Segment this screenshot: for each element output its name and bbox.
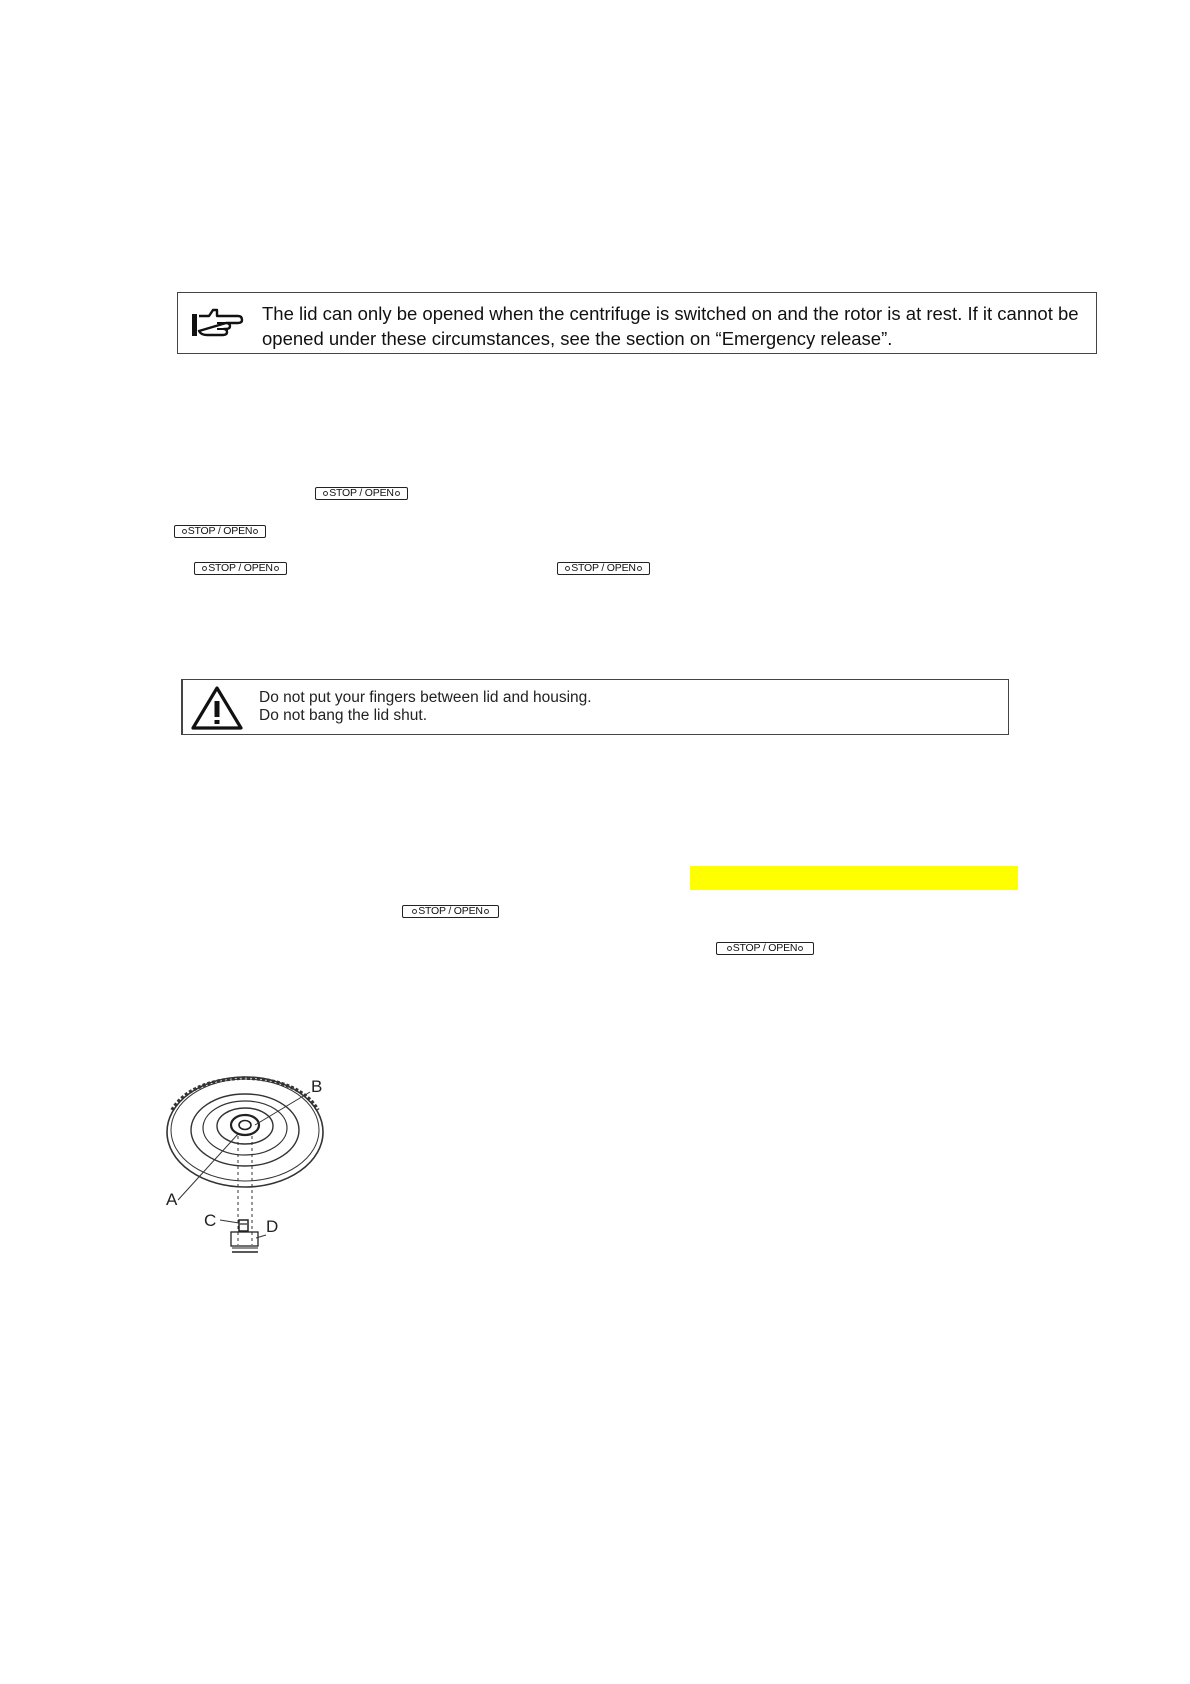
note-line-2: opened under these circumstances, see the section on “Emergency release”.: [262, 328, 893, 349]
label-d: D: [266, 1217, 279, 1236]
label-c: C: [204, 1211, 217, 1230]
stop-open-key: STOP / OPEN: [174, 525, 266, 538]
stop-open-key: STOP / OPEN: [557, 562, 650, 575]
warning-triangle-icon: [189, 684, 245, 732]
warning-text: [259, 689, 592, 725]
note-box: [177, 292, 1097, 354]
note-text: [262, 301, 1079, 351]
pointing-hand-icon: [190, 305, 244, 341]
label-b: B: [311, 1077, 323, 1096]
stop-open-key: STOP / OPEN: [402, 905, 499, 918]
stop-open-key: STOP / OPEN: [315, 487, 408, 500]
rotor-diagram: [160, 1070, 330, 1265]
warning-line-1: Do not put your fingers between lid and housing.: [259, 689, 592, 706]
highlight-bar: [690, 866, 1018, 890]
label-a: A: [166, 1190, 178, 1209]
stop-open-key: STOP / OPEN: [194, 562, 287, 575]
note-line-1: The lid can only be opened when the centrifuge is switched on and the rotor is at rest. If it cannot be: [262, 303, 1079, 324]
warning-line-2: Do not bang the lid shut.: [259, 707, 428, 724]
warning-box: [181, 679, 1009, 735]
stop-open-key: STOP / OPEN: [716, 942, 814, 955]
